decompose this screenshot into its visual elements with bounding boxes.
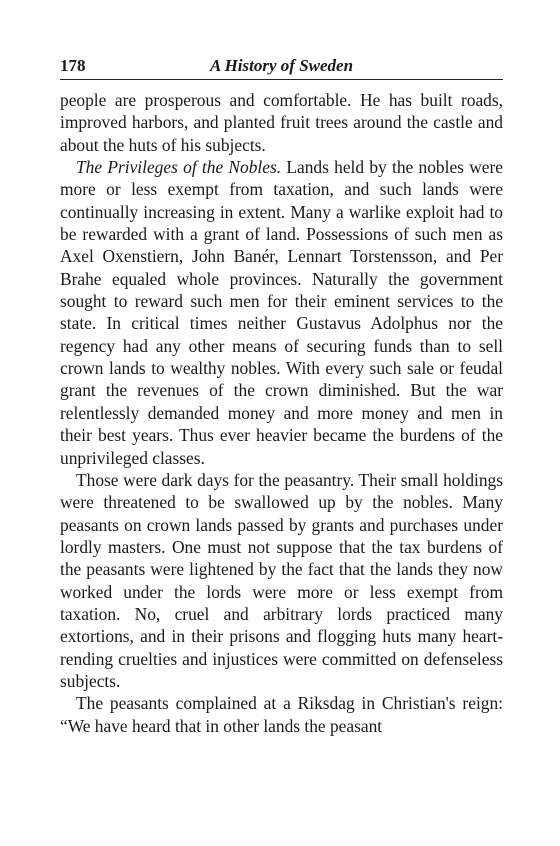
running-title: A History of Sweden	[209, 56, 354, 75]
book-page	[60, 56, 503, 737]
paragraph-text: Those were dark days for the peasantry. Their small holdings were threatened to be swallowed up by the nobles. Many peasants on crown lands passed by grants and purchases under lordly masters. One must not suppose that the tax burdens of the peasants were lightened by the fact that the lands they now worked under the lords were more or less exempt from taxation. No, cruel and arbitrary lords practiced many extortions, and in their prisons and flogging huts many heart-rending cruelties and injustices were committed on defenseless subjects.	[60, 469, 503, 691]
section-heading: The Privileges of the Nobles.	[76, 157, 282, 178]
paragraph-text: people are prosperous and comfortable. He has built roads, improved harbors, and planted fruit trees around the castle and about the huts of his subjects.	[60, 90, 503, 155]
paragraph-continued	[60, 89, 503, 156]
page-body	[60, 89, 503, 737]
page-number: 178	[60, 56, 86, 75]
paragraph-riksdag-complaint	[60, 692, 503, 737]
page-header	[60, 56, 503, 80]
paragraph-privileges-of-nobles	[60, 156, 503, 469]
paragraph-text: Lands held by the nobles were more or less exempt from taxation, and such lands were continually increasing in extent. Many a warlike exploit had to be rewarded with a grant of land. Possessions of such men as Axel Oxenstiern, John Banér, Lennart Torstensson, and Per Brahe equaled whole provinces. Naturally the government sought to reward such men for their eminent services to the state. In critical times neither Gustavus Adolphus nor the regency had any other means of securing funds than to sell crown lands to wealthy nobles. With every such sale or feudal grant the revenues of the crown diminished. But the war relentlessly demanded money and more money and men in their best years. Thus ever heavier became the burdens of the unprivileged classes.	[60, 157, 503, 468]
paragraph-peasantry	[60, 469, 503, 692]
paragraph-text: The peasants complained at a Riksdag in Christian's reign: “We have heard that in other lands the peasant	[60, 693, 503, 736]
